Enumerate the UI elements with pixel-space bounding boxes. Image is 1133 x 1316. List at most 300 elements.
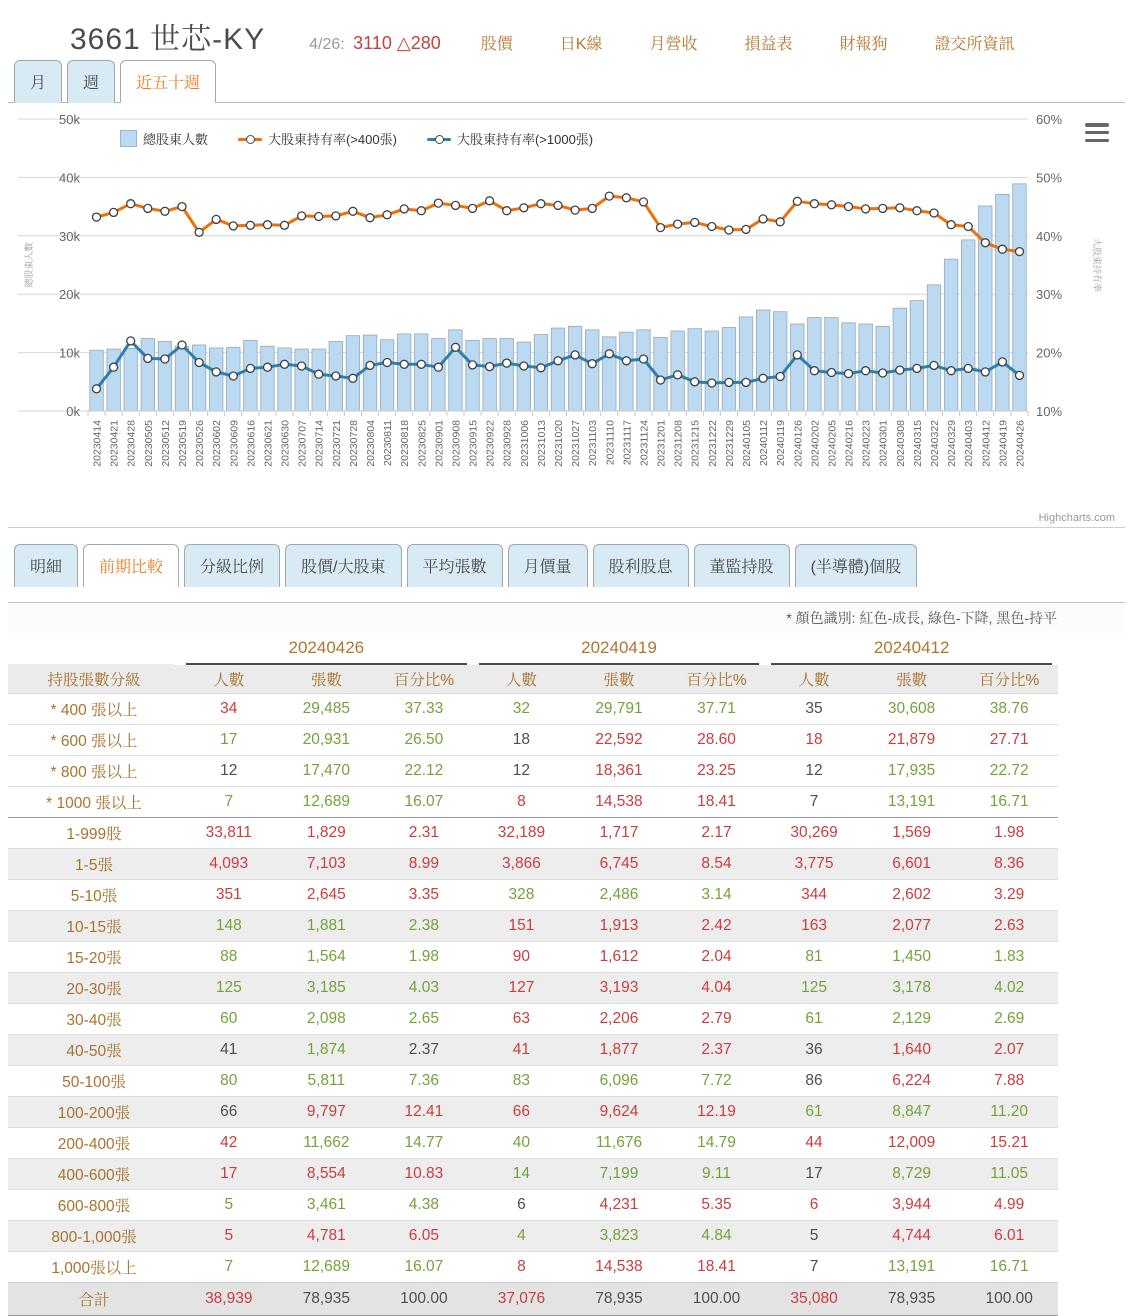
x-label-20230721: 20230721 [330, 420, 343, 467]
table-row-1-5張 [8, 849, 1058, 880]
table-cell: 5 [180, 1190, 278, 1221]
table-cell: 4.99 [960, 1190, 1058, 1221]
table-cell: 148 [180, 911, 278, 942]
row-label: 15-20張 [8, 942, 180, 973]
x-label-20230901: 20230901 [433, 420, 446, 467]
table-cell: 11,676 [570, 1128, 668, 1159]
x-label-20230714: 20230714 [313, 420, 326, 467]
table-cell: 18.41 [668, 1252, 766, 1283]
chart-legend [120, 129, 593, 148]
table-cell: 17,470 [278, 756, 376, 787]
bar-20240105 [739, 317, 752, 411]
table-cell: 2.65 [375, 1004, 473, 1035]
legend-label: 大股東持有率(>400張) [268, 132, 397, 147]
column-header-百分比%: 百分比% [668, 664, 766, 694]
x-label-20231103: 20231103 [587, 420, 600, 466]
table-tab-分級比例[interactable]: 分級比例 [184, 544, 280, 587]
table-cell: 3.14 [668, 880, 766, 911]
bar-20230505 [141, 339, 154, 411]
table-cell: 14.77 [375, 1128, 473, 1159]
table-cell: 18.41 [668, 787, 766, 818]
row-label: 1-999股 [8, 818, 180, 849]
table-cell: 12.41 [375, 1097, 473, 1128]
row-label: 1,000張以上 [8, 1252, 180, 1283]
table-cell: 5,811 [278, 1066, 376, 1097]
table-cell: 9,797 [278, 1097, 376, 1128]
table-cell: 13,191 [863, 1252, 961, 1283]
table-row-合計 [8, 1283, 1058, 1316]
x-label-20230505: 20230505 [142, 420, 155, 467]
table-cell: 10.83 [375, 1159, 473, 1190]
x-label-20240205: 20240205 [826, 420, 839, 467]
x-label-20230707: 20230707 [296, 420, 309, 467]
table-row-800-1,000張 [8, 1221, 1058, 1252]
x-label-20240119: 20240119 [775, 420, 788, 466]
nav-link-財報狗[interactable]: 財報狗 [839, 36, 888, 53]
table-cell: 22.72 [960, 756, 1058, 787]
bar-20231222 [705, 331, 718, 411]
bar-20230519 [175, 346, 188, 411]
highcharts-credit[interactable]: Highcharts.com [1038, 512, 1115, 524]
table-row-* 400 張以上 [8, 694, 1058, 725]
table-row-40-50張 [8, 1035, 1058, 1066]
row-label: 合計 [8, 1283, 180, 1316]
table-cell: 2,602 [863, 880, 961, 911]
table-cell: 2.17 [668, 818, 766, 849]
table-cell: 23.25 [668, 756, 766, 787]
x-label-20240426: 20240426 [1014, 420, 1027, 467]
table-cell: 2.63 [960, 911, 1058, 942]
table-cell: 1,881 [278, 911, 376, 942]
x-label-20230428: 20230428 [125, 420, 138, 467]
x-label-20230519: 20230519 [177, 420, 189, 467]
bar-20230428 [124, 349, 137, 411]
nav-link-月營收[interactable]: 月營收 [649, 36, 698, 53]
bar-20230621 [261, 346, 274, 411]
table-cell: 17 [180, 725, 278, 756]
x-label-20240202: 20240202 [809, 420, 822, 467]
holders-comparison-table [8, 633, 1064, 1316]
table-tab-前期比較[interactable]: 前期比較 [83, 544, 179, 587]
date-header-20240426: 20240426 [180, 633, 473, 664]
table-cell: 2,206 [570, 1004, 668, 1035]
table-cell: 37,076 [473, 1283, 571, 1316]
table-cell: 12 [765, 756, 863, 787]
table-cell: 28.60 [668, 725, 766, 756]
table-cell: 2.04 [668, 942, 766, 973]
table-cell: 78,935 [570, 1283, 668, 1316]
bar-20240126 [791, 324, 804, 411]
bar-20230602 [209, 348, 222, 411]
bar-20231110 [603, 337, 616, 411]
table-cell: 7,103 [278, 849, 376, 880]
x-label-20231229: 20231229 [723, 420, 736, 467]
row-label: 200-400張 [8, 1128, 180, 1159]
table-cell: 2.69 [960, 1004, 1058, 1035]
svg-text:20%: 20% [1036, 345, 1063, 361]
x-label-20240223: 20240223 [860, 420, 873, 467]
table-cell: 17 [180, 1159, 278, 1190]
nav-link-股價[interactable]: 股價 [480, 36, 513, 53]
table-cell: 41 [180, 1035, 278, 1066]
row-label: 20-30張 [8, 973, 180, 1004]
row-label: 30-40張 [8, 1004, 180, 1035]
table-cell: 78,935 [278, 1283, 376, 1316]
bar-20230707 [295, 349, 308, 411]
nav-link-損益表[interactable]: 損益表 [744, 36, 793, 53]
bar-20230901 [432, 339, 445, 411]
table-cell: 6.01 [960, 1221, 1058, 1252]
table-cell: 2.07 [960, 1035, 1058, 1066]
table-cell: 11.05 [960, 1159, 1058, 1190]
table-cell: 14 [473, 1159, 571, 1190]
x-label-20231020: 20231020 [553, 420, 565, 467]
table-cell: 3,775 [765, 849, 863, 880]
bar-20231103 [585, 330, 598, 411]
svg-text:30k: 30k [59, 228, 80, 244]
table-cell: 151 [473, 911, 571, 942]
row-label: 1-5張 [8, 849, 180, 880]
table-tab-董監持股[interactable]: 董監持股 [694, 544, 790, 587]
table-cell: 2,077 [863, 911, 961, 942]
table-cell: 16.71 [960, 1252, 1058, 1283]
table-row-* 800 張以上 [8, 756, 1058, 787]
table-row-15-20張 [8, 942, 1058, 973]
table-cell: 7.72 [668, 1066, 766, 1097]
column-header-張數: 張數 [863, 664, 961, 694]
bar-20230908 [449, 330, 462, 411]
chart-tab-月[interactable]: 月 [14, 60, 62, 103]
table-cell: 14,538 [570, 1252, 668, 1283]
table-cell: 66 [180, 1097, 278, 1128]
table-cell: 7,199 [570, 1159, 668, 1190]
x-label-20230621: 20230621 [262, 420, 275, 467]
x-label-20230630: 20230630 [279, 420, 292, 467]
table-cell: 4,231 [570, 1190, 668, 1221]
table-cell: 18 [473, 725, 571, 756]
table-cell: 32,189 [473, 818, 571, 849]
page-header [0, 0, 1133, 60]
table-row-5-10張 [8, 880, 1058, 911]
row-label: 400-600張 [8, 1159, 180, 1190]
bar-20231229 [722, 327, 735, 411]
row-label: * 1000 張以上 [8, 787, 180, 818]
table-cell: 16.07 [375, 787, 473, 818]
x-label-20230928: 20230928 [501, 420, 514, 467]
table-cell: 18 [765, 725, 863, 756]
column-header-人數: 人數 [473, 664, 571, 694]
x-label-20240301: 20240301 [877, 420, 890, 467]
table-cell: 9.11 [668, 1159, 766, 1190]
x-label-20240315: 20240315 [911, 420, 924, 467]
table-row-200-400張 [8, 1128, 1058, 1159]
table-cell: 100.00 [960, 1283, 1058, 1316]
table-cell: 61 [765, 1097, 863, 1128]
table-cell: 12 [473, 756, 571, 787]
table-row-* 1000 張以上 [8, 787, 1058, 818]
x-label-20230512: 20230512 [159, 420, 172, 467]
quote-date: 4/26: [309, 36, 345, 53]
legend-item-holders[interactable] [120, 129, 208, 148]
table-cell: 6,096 [570, 1066, 668, 1097]
table-cell: 4 [473, 1221, 571, 1252]
table-tab-股價/大股東[interactable]: 股價/大股東 [285, 544, 401, 587]
page-title: 3661 世芯-KY [70, 23, 266, 56]
table-tab-平均張數[interactable]: 平均張數 [407, 544, 503, 587]
table-cell: 12 [180, 756, 278, 787]
table-cell: 1.98 [960, 818, 1058, 849]
table-cell: 22,592 [570, 725, 668, 756]
table-cell: 14.79 [668, 1128, 766, 1159]
x-label-20230526: 20230526 [194, 420, 207, 467]
table-cell: 125 [765, 973, 863, 1004]
bar-20240419 [996, 194, 1009, 411]
table-row-1,000張以上 [8, 1252, 1058, 1283]
bar-20240403 [961, 240, 974, 411]
table-tab-(半導體)個股[interactable]: (半導體)個股 [795, 544, 918, 587]
y-left-axis-title: 總股東人數 [24, 242, 34, 288]
table-cell: 2.31 [375, 818, 473, 849]
price-quote [309, 33, 441, 54]
table-cell: 90 [473, 942, 571, 973]
table-cell: 4.03 [375, 973, 473, 1004]
x-label-20230728: 20230728 [347, 420, 360, 467]
x-label-20231222: 20231222 [706, 420, 719, 467]
legend-item-over1000[interactable] [427, 129, 593, 148]
table-cell: 6.05 [375, 1221, 473, 1252]
table-tab-明細[interactable]: 明細 [14, 544, 78, 587]
table-cell: 3,461 [278, 1190, 376, 1221]
table-cell: 2.38 [375, 911, 473, 942]
table-cell: 3,178 [863, 973, 961, 1004]
row-label: 600-800張 [8, 1190, 180, 1221]
x-label-20230908: 20230908 [450, 420, 463, 467]
table-cell: 26.50 [375, 725, 473, 756]
column-header-人數: 人數 [765, 664, 863, 694]
table-cell: 86 [765, 1066, 863, 1097]
table-cell: 30,269 [765, 818, 863, 849]
bar-20240112 [756, 310, 769, 411]
table-cell: 7.36 [375, 1066, 473, 1097]
table-cell: 9,624 [570, 1097, 668, 1128]
bar-20240205 [825, 318, 838, 411]
bar-20230804 [363, 335, 376, 411]
bar-20231027 [568, 326, 581, 411]
table-row-30-40張 [8, 1004, 1058, 1035]
table-cell: 4,093 [180, 849, 278, 880]
bar-20231117 [620, 332, 633, 411]
nav-link-日K線[interactable]: 日K線 [559, 36, 603, 53]
table-cell: 2.37 [375, 1035, 473, 1066]
table-row-600-800張 [8, 1190, 1058, 1221]
bar-20230915 [466, 340, 479, 411]
table-cell: 7 [180, 787, 278, 818]
row-label: 50-100張 [8, 1066, 180, 1097]
table-cell: 2,098 [278, 1004, 376, 1035]
table-date-header-row [8, 633, 1058, 664]
table-cell: 5 [180, 1221, 278, 1252]
x-label-20230818: 20230818 [399, 420, 412, 467]
x-label-20230616: 20230616 [245, 420, 258, 467]
table-cell: 344 [765, 880, 863, 911]
row-label: 800-1,000張 [8, 1221, 180, 1252]
table-cell: 1,877 [570, 1035, 668, 1066]
row-label: * 400 張以上 [8, 694, 180, 725]
table-cell: 6,224 [863, 1066, 961, 1097]
table-cell: 16.07 [375, 1252, 473, 1283]
table-cell: 20,931 [278, 725, 376, 756]
x-label-20240322: 20240322 [929, 420, 941, 467]
table-cell: 11.20 [960, 1097, 1058, 1128]
x-label-20240126: 20240126 [792, 420, 805, 467]
x-label-20240112: 20240112 [758, 420, 771, 466]
table-cell: 78,935 [863, 1283, 961, 1316]
holders-chart-panel [8, 102, 1125, 528]
x-label-20240403: 20240403 [963, 420, 976, 467]
table-cell: 1,829 [278, 818, 376, 849]
x-label-20230414: 20230414 [91, 420, 104, 467]
table-cell: 17 [765, 1159, 863, 1190]
bar-20230928 [500, 339, 513, 411]
table-cell: 88 [180, 942, 278, 973]
table-tab-股利股息[interactable]: 股利股息 [593, 544, 689, 587]
chart-tab-週[interactable]: 週 [67, 60, 115, 103]
table-cell: 328 [473, 880, 571, 911]
table-row-20-30張 [8, 973, 1058, 1004]
table-cell: 4.02 [960, 973, 1058, 1004]
bar-20240216 [842, 323, 855, 411]
table-cell: 13,191 [863, 787, 961, 818]
nav-link-證交所資訊[interactable]: 證交所資訊 [934, 36, 1015, 53]
legend-label: 總股東人數 [143, 132, 209, 147]
x-label-20240216: 20240216 [843, 420, 856, 467]
holders-chart[interactable] [8, 103, 1123, 523]
table-cell: 32 [473, 694, 571, 725]
table-cell: 8,729 [863, 1159, 961, 1190]
table-tab-月價量[interactable]: 月價量 [508, 544, 588, 587]
table-cell: 37.33 [375, 694, 473, 725]
table-cell: 4,744 [863, 1221, 961, 1252]
empty-corner [8, 633, 180, 664]
table-cell: 3.29 [960, 880, 1058, 911]
x-label-20230825: 20230825 [416, 420, 429, 467]
x-label-20231124: 20231124 [638, 420, 651, 466]
table-cell: 40 [473, 1128, 571, 1159]
table-cell: 4.84 [668, 1221, 766, 1252]
bar-20230818 [397, 334, 410, 411]
row-label: 40-50張 [8, 1035, 180, 1066]
table-cell: 37.71 [668, 694, 766, 725]
table-cell: 7 [180, 1252, 278, 1283]
x-label-20240419: 20240419 [997, 420, 1010, 467]
table-cell: 7.88 [960, 1066, 1058, 1097]
table-cell: 1,564 [278, 942, 376, 973]
x-label-20240308: 20240308 [894, 420, 907, 467]
table-cell: 66 [473, 1097, 571, 1128]
svg-text:0k: 0k [66, 404, 80, 419]
table-cell: 22.12 [375, 756, 473, 787]
table-cell: 3.35 [375, 880, 473, 911]
x-label-20230602: 20230602 [211, 420, 224, 467]
table-cell: 6,745 [570, 849, 668, 880]
table-cell: 80 [180, 1066, 278, 1097]
bar-20230526 [192, 345, 205, 411]
table-cell: 35,080 [765, 1283, 863, 1316]
table-cell: 2,129 [863, 1004, 961, 1035]
table-cell: 16.71 [960, 787, 1058, 818]
bar-20231215 [688, 329, 701, 411]
x-label-20231201: 20231201 [655, 420, 668, 467]
table-cell: 8.36 [960, 849, 1058, 880]
table-cell: 81 [765, 942, 863, 973]
top-nav [481, 31, 1015, 54]
table-cell: 1.98 [375, 942, 473, 973]
table-cell: 6,601 [863, 849, 961, 880]
table-cell: 27.71 [960, 725, 1058, 756]
svg-text:20k: 20k [59, 287, 80, 303]
table-cell: 8 [473, 787, 571, 818]
table-cell: 1,717 [570, 818, 668, 849]
table-cell: 33,811 [180, 818, 278, 849]
table-subheader-row [8, 664, 1058, 694]
table-cell: 5.35 [668, 1190, 766, 1221]
table-cell: 1,569 [863, 818, 961, 849]
bar-20231006 [517, 342, 530, 411]
x-label-20230922: 20230922 [484, 420, 497, 467]
table-cell: 12.19 [668, 1097, 766, 1128]
table-cell: 2,486 [570, 880, 668, 911]
bar-20231124 [637, 330, 650, 411]
x-label-20231027: 20231027 [570, 420, 583, 467]
legend-item-over400[interactable] [238, 129, 397, 148]
column-header-grade: 持股張數分級 [8, 664, 180, 694]
table-row-1-999股 [8, 818, 1058, 849]
table-cell: 3,944 [863, 1190, 961, 1221]
bar-20240119 [773, 312, 786, 411]
table-cell: 36 [765, 1035, 863, 1066]
x-label-20230811: 20230811 [382, 420, 395, 466]
x-label-20240105: 20240105 [741, 420, 753, 467]
table-cell: 38,939 [180, 1283, 278, 1316]
chart-menu-icon[interactable] [1085, 123, 1109, 142]
table-cell: 351 [180, 880, 278, 911]
bar-20230512 [158, 342, 171, 411]
table-cell: 35 [765, 694, 863, 725]
table-row-* 600 張以上 [8, 725, 1058, 756]
legend-label: 大股東持有率(>1000張) [456, 132, 594, 147]
bar-swatch-icon [120, 130, 137, 147]
table-row-50-100張 [8, 1066, 1058, 1097]
x-label-20231215: 20231215 [689, 420, 702, 467]
table-cell: 7 [765, 787, 863, 818]
bar-20230811 [380, 340, 393, 411]
table-cell: 44 [765, 1128, 863, 1159]
x-label-20230609: 20230609 [228, 420, 241, 467]
table-cell: 30,608 [863, 694, 961, 725]
bar-20240329 [944, 259, 957, 411]
bar-20231020 [551, 328, 564, 411]
table-cell: 163 [765, 911, 863, 942]
svg-text:60%: 60% [1036, 112, 1063, 127]
x-label-20231208: 20231208 [672, 420, 685, 467]
table-cell: 3,185 [278, 973, 376, 1004]
table-cell: 11,662 [278, 1128, 376, 1159]
row-label: * 600 張以上 [8, 725, 180, 756]
table-cell: 3,823 [570, 1221, 668, 1252]
svg-text:50%: 50% [1036, 170, 1063, 186]
chart-tab-近五十週[interactable]: 近五十週 [120, 60, 216, 103]
table-cell: 8.54 [668, 849, 766, 880]
